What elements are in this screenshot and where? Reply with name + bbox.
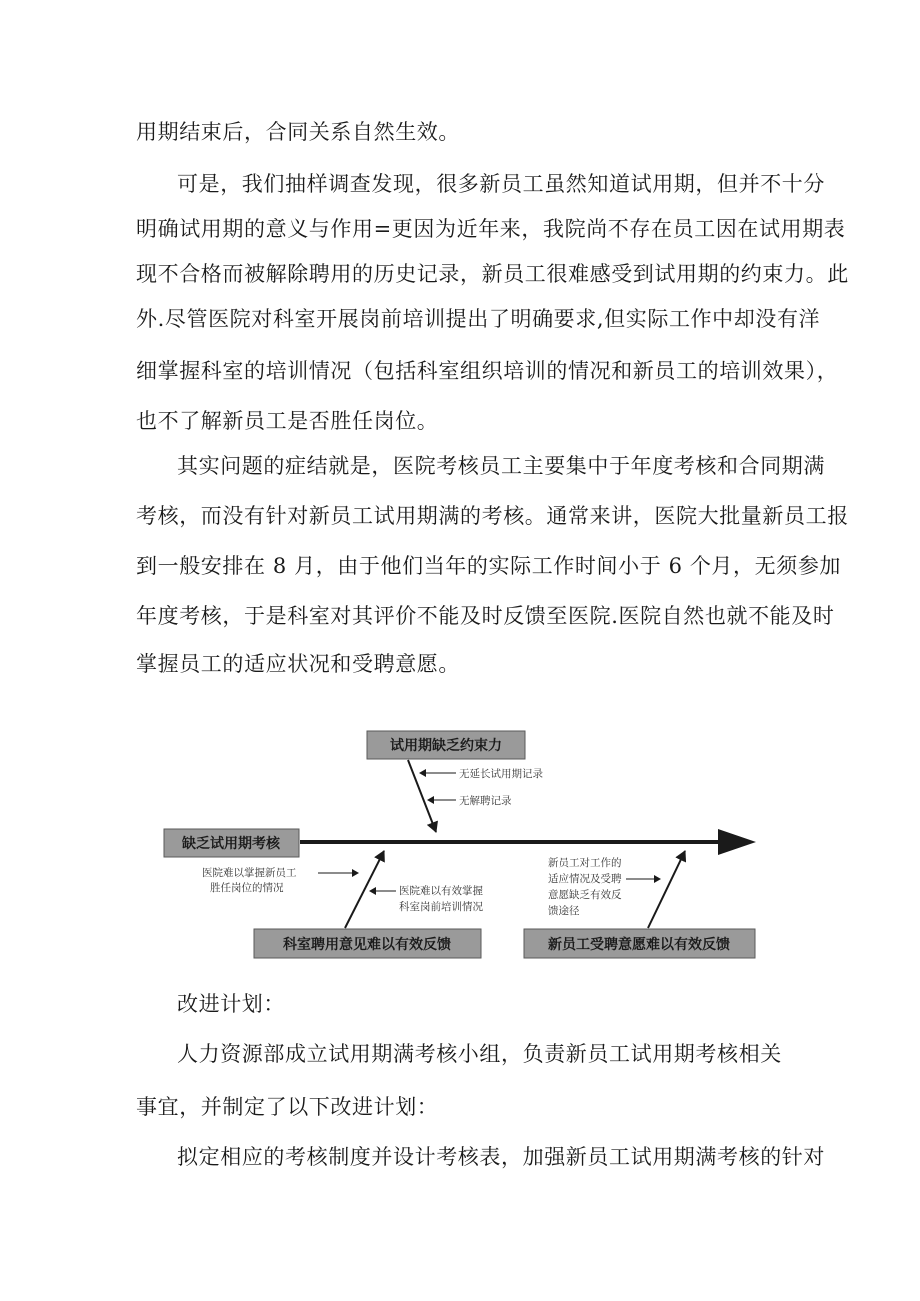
head-label: 缺乏试用期考核 xyxy=(182,836,280,852)
text-line: 明确试用期的意义与作用=更因为近年来，我院尚不存在员工因在试用期表 xyxy=(136,217,846,241)
text-line: 改进计划： xyxy=(177,992,285,1016)
text-line: 掌握员工的适应状况和受聘意愿。 xyxy=(136,652,460,676)
text-line: 考核，而没有针对新员工试用期满的考核。通常来讲，医院大批量新员工报 xyxy=(136,504,849,528)
text-line: 也不了解新员工是否胜任岗位。 xyxy=(136,409,439,433)
bl-factor-a-line2: 胜任岗位的情况 xyxy=(210,882,284,894)
text-line: 可是，我们抽样调查发现，很多新员工虽然知道试用期，但并不十分 xyxy=(177,172,825,196)
text-line: 用期结束后，合同关系自然生效。 xyxy=(136,120,460,144)
text-line: 事宜，并制定了以下改进计划： xyxy=(136,1095,439,1119)
br-factor-line4: 馈途径 xyxy=(548,905,580,917)
top-factor-2: 无解聘记录 xyxy=(459,795,512,807)
text-line: 到一般安排在 8 月，由于他们当年的实际工作时间小于 6 个月，无须参加 xyxy=(136,554,842,578)
text-line: 其实问题的症结就是，医院考核员工主要集中于年度考核和合同期满 xyxy=(177,454,825,478)
bottom-left-bone xyxy=(345,851,384,928)
bl-factor-a-line1: 医院难以掌握新员工 xyxy=(202,867,297,879)
text-line: 年度考核，于是科室对其评价不能及时反馈至医院.医院自然也就不能及时 xyxy=(136,604,835,628)
bottom-right-cause-box xyxy=(524,929,755,958)
bl-factor-b-line2: 科室岗前培训情况 xyxy=(399,901,483,913)
spine-arrowhead xyxy=(718,829,756,855)
br-factor-line3: 意愿缺乏有效反 xyxy=(548,889,622,901)
bottom-right-bone xyxy=(648,851,685,928)
top-cause-label: 试用期缺乏约束力 xyxy=(390,738,502,754)
text-line: 外.尽管医院对科室开展岗前培训提出了明确要求,但实际工作中却没有洋 xyxy=(136,307,821,331)
bl-factor-b-line1: 医院难以有效掌握 xyxy=(399,885,483,897)
text-line: 现不合格而被解除聘用的历史记录，新员工很难感受到试用期的约束力。此 xyxy=(136,262,849,286)
br-factor-line1: 新员工对工作的 xyxy=(548,857,622,869)
text-line: 拟定相应的考核制度并设计考核表，加强新员工试用期满考核的针对 xyxy=(177,1145,825,1169)
text-line: 人力资源部成立试用期满考核小组，负责新员工试用期考核相关 xyxy=(177,1042,782,1066)
bottom-left-cause-label: 科室聘用意见难以有效反馈 xyxy=(283,937,451,953)
br-factor-line2: 适应情况及受聘 xyxy=(548,873,622,885)
top-cause-box xyxy=(367,731,525,759)
top-bone xyxy=(408,760,436,832)
bottom-right-cause-label: 新员工受聘意愿难以有效反馈 xyxy=(548,937,730,953)
bottom-left-cause-box xyxy=(254,929,481,958)
head-box xyxy=(164,829,299,857)
top-factor-1: 无延长试用期记录 xyxy=(459,768,543,780)
text-line: 细掌握科室的培训情况（包括科室组织培训的情况和新员工的培训效果）， xyxy=(136,359,839,383)
